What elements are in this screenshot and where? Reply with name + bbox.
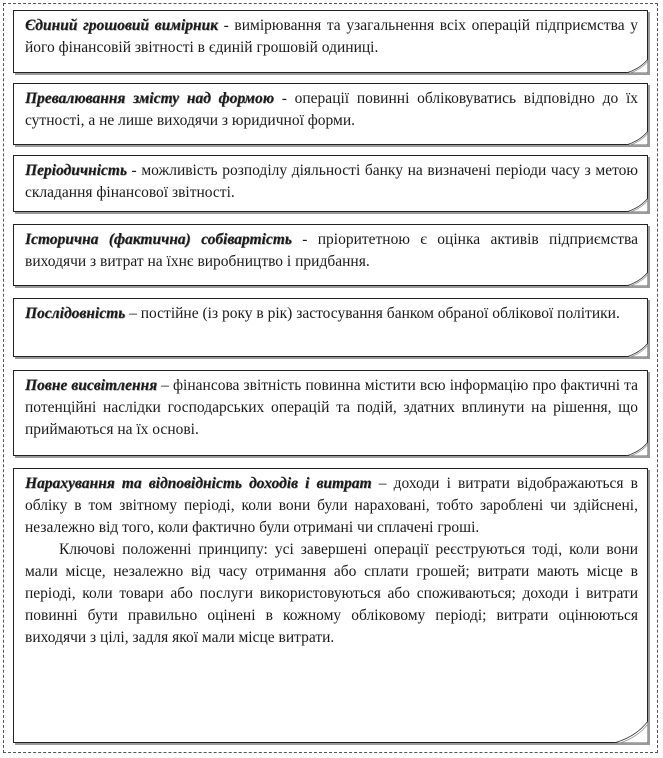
principle-term: Повне висвітлення — [25, 377, 158, 394]
principle-paragraph — [25, 15, 638, 59]
principle-card-unit-of-measure — [13, 10, 648, 73]
page-curl-icon — [626, 131, 648, 145]
principle-card-periodicity — [13, 155, 648, 212]
principle-term: Періодичність — [25, 162, 127, 179]
principle-term: Нарахування та відповідність доходів і витрат — [25, 475, 372, 492]
principle-key-provisions: Ключові положенні принципу: усі завершені операції реєструються тоді, коли вони мали місце, незалежно від часу отримання або сплати грошей; витрати мають місце в періоді, коли товари або послуги використовуються або споживаються; доходи і витрати повинні бути правильно оцінені в кожному обліковому періоді; витрати оцінюються виходячи з цілі, задля якої мали місце витрати. — [25, 541, 638, 646]
principle-description: - операції повинні обліковуватись відповідно до їх сутності, а не лише виходячи з юридичної форми. — [25, 90, 639, 129]
principle-card-historical-cost — [13, 224, 648, 286]
principle-description: - можливість розподілу діяльності банку на визначені періоди часу з метою складання фінансової звітності. — [25, 162, 638, 201]
page-curl-icon — [626, 442, 648, 456]
principle-card-full-disclosure — [13, 370, 648, 456]
principle-paragraph — [25, 160, 638, 204]
page-curl-icon — [626, 343, 648, 357]
principle-paragraph — [25, 303, 638, 325]
page-curl-icon — [626, 272, 648, 286]
page-curl-icon — [626, 198, 648, 212]
principle-card-substance-over-form — [13, 83, 648, 145]
principle-description: – фінансова звітність повинна містити всю інформацію про фактичні та потенційні наслідки господарських операцій та подій, здатних вплинути на рішення, що приймаються на їх основі. — [25, 377, 638, 438]
principle-card-accrual-matching — [13, 468, 648, 743]
principle-description: – доходи і витрати відображаються в обліку в том звітному періоді, коли вони були нараховані, тобто зароблені чи здійснені, незалежно від того, коли фактично були отримані чи сплачені гроші. — [25, 475, 638, 536]
principle-description: - вимірювання та узагальнення всіх операцій підприємства у його фінансовій звітності в єдиній грошовій одиниці. — [25, 17, 638, 56]
principle-term: Єдиний грошовий вимірник — [25, 17, 218, 34]
principle-card-consistency — [13, 298, 648, 357]
principle-paragraph — [25, 88, 638, 132]
principle-term: Послідовність — [25, 305, 126, 322]
principle-paragraph — [25, 375, 638, 441]
principle-description: – постійне (із року в рік) застосування банком обраної облікової політики. — [125, 305, 620, 322]
page-curl-icon — [614, 721, 648, 743]
principle-term: Превалювання змісту над формою — [25, 90, 275, 107]
principle-term: Історична (фактична) собівартість — [25, 231, 292, 248]
principle-description: - пріоритетною є оцінка активів підприємства виходячи з витрат на їхнє виробництво і придбання. — [25, 231, 638, 270]
principle-paragraph — [25, 473, 638, 539]
principle-paragraph — [25, 229, 638, 273]
page-curl-icon — [626, 59, 648, 73]
